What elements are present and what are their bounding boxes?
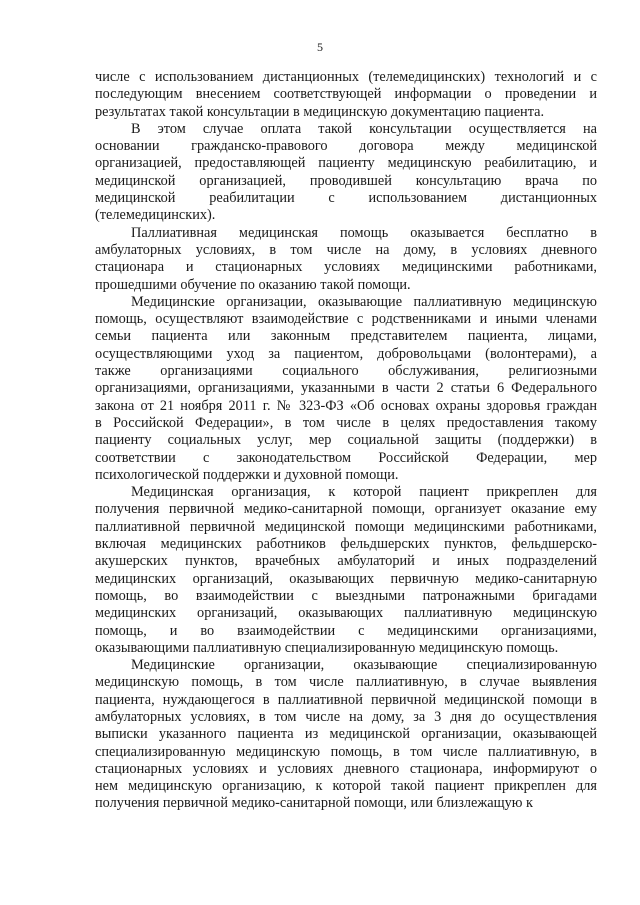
text-line: помощь, во взаимодействии с выездными патронажными бригадами bbox=[95, 587, 597, 604]
text-line: амбулаторных условиях, в том числе на дому, в условиях дневного bbox=[95, 241, 597, 258]
text-line: закона от 21 ноября 2011 г. № 323-ФЗ «Об основах охраны здоровья граждан bbox=[95, 397, 597, 414]
text-line: основании гражданско-правового договора между медицинской bbox=[95, 138, 597, 155]
text-line: соответствии с законодательством Российской Федерации, мер bbox=[95, 449, 597, 466]
text-line: также организациями социального обслуживания, религиозными bbox=[95, 363, 597, 380]
paragraph bbox=[95, 69, 597, 121]
text-line: выписки указанного пациента из медицинской организации, оказывающей bbox=[95, 726, 597, 743]
paragraph bbox=[95, 294, 597, 484]
text-line: (телемедицинских). bbox=[95, 207, 216, 224]
text-line: стационара и стационарных условиях медицинскими работниками, bbox=[95, 259, 597, 276]
text-line: психологической поддержки и духовной помощи. bbox=[95, 466, 399, 483]
text-line: организациями, организациями, указанными в части 2 статьи 6 Федерального bbox=[95, 380, 597, 397]
text-line: амбулаторных условиях, в том числе на дому, за 3 дня до осуществления bbox=[95, 708, 597, 725]
document-body bbox=[95, 69, 597, 813]
text-line: прошедшими обучение по оказанию такой помощи. bbox=[95, 276, 411, 293]
text-line: Медицинская организация, к которой пациент прикреплен для bbox=[131, 484, 597, 501]
text-line: организацией, предоставляющей пациенту медицинскую реабилитацию, и bbox=[95, 155, 597, 172]
text-line: нем медицинскую организацию, к которой такой пациент прикреплен для bbox=[95, 778, 597, 795]
text-line: включая медицинских работников фельдшерских пунктов, фельдшерско- bbox=[95, 536, 597, 553]
text-line: получения первичной медико-санитарной помощи, организует оказание ему bbox=[95, 501, 597, 518]
text-line: получения первичной медико-санитарной помощи, или близлежащую к bbox=[95, 795, 533, 812]
text-line: медицинской реабилитации с использованием дистанционных bbox=[95, 190, 597, 207]
text-line: специализированную медицинскую помощь, в том числе паллиативную, в bbox=[95, 743, 597, 760]
text-line: помощь, осуществляют взаимодействие с родственниками и иными членами bbox=[95, 311, 597, 328]
text-line: Паллиативная медицинская помощь оказывается бесплатно в bbox=[131, 224, 597, 241]
text-line: акушерских пунктов, врачебных амбулаторий и иных подразделений bbox=[95, 553, 597, 570]
text-line: числе с использованием дистанционных (телемедицинских) технологий и с bbox=[95, 69, 597, 85]
text-line: медицинской организацией, проводившей консультацию врача по bbox=[95, 172, 597, 189]
text-line: оказывающими паллиативную специализированную медицинскую помощь. bbox=[95, 639, 559, 656]
text-line: паллиативной первичной медицинской помощи медицинскими работниками, bbox=[95, 518, 597, 535]
text-line: в Российской Федерации», в том числе в целях предоставления такому bbox=[95, 414, 597, 431]
text-line: Медицинские организации, оказывающие специализированную bbox=[131, 657, 597, 674]
text-line: Медицинские организации, оказывающие паллиативную медицинскую bbox=[131, 293, 597, 310]
page-number: 5 bbox=[317, 40, 323, 54]
text-line: стационарных условиях и условиях дневного стационара, информируют о bbox=[95, 760, 597, 777]
paragraph bbox=[95, 484, 597, 657]
paragraph bbox=[95, 121, 597, 225]
text-line: медицинскую помощь, в том числе паллиативную, в случае выявления bbox=[95, 674, 597, 691]
text-line: помощь, и во взаимодействии с медицинскими организациями, bbox=[95, 622, 597, 639]
text-line: семьи пациента или законным представителем пациента, лицами, bbox=[95, 328, 597, 345]
paragraph bbox=[95, 225, 597, 294]
text-line: медицинских организаций, оказывающих паллиативную медицинскую bbox=[95, 605, 597, 622]
text-line: результатах такой консультации в медицинскую документацию пациента. bbox=[95, 103, 545, 120]
text-line: последующим внесением соответствующей информации о проведении и bbox=[95, 86, 597, 103]
text-line: осуществляющими уход за пациентом, добровольцами (волонтерами), а bbox=[95, 345, 597, 362]
text-line: медицинских организаций, оказывающих первичную медико-санитарную bbox=[95, 570, 597, 587]
text-line: В этом случае оплата такой консультации осуществляется на bbox=[131, 120, 597, 137]
text-line: пациенту социальных услуг, мер социальной защиты (поддержки) в bbox=[95, 432, 597, 449]
text-line: пациента, нуждающегося в паллиативной первичной медицинской помощи в bbox=[95, 691, 597, 708]
paragraph bbox=[95, 657, 597, 813]
